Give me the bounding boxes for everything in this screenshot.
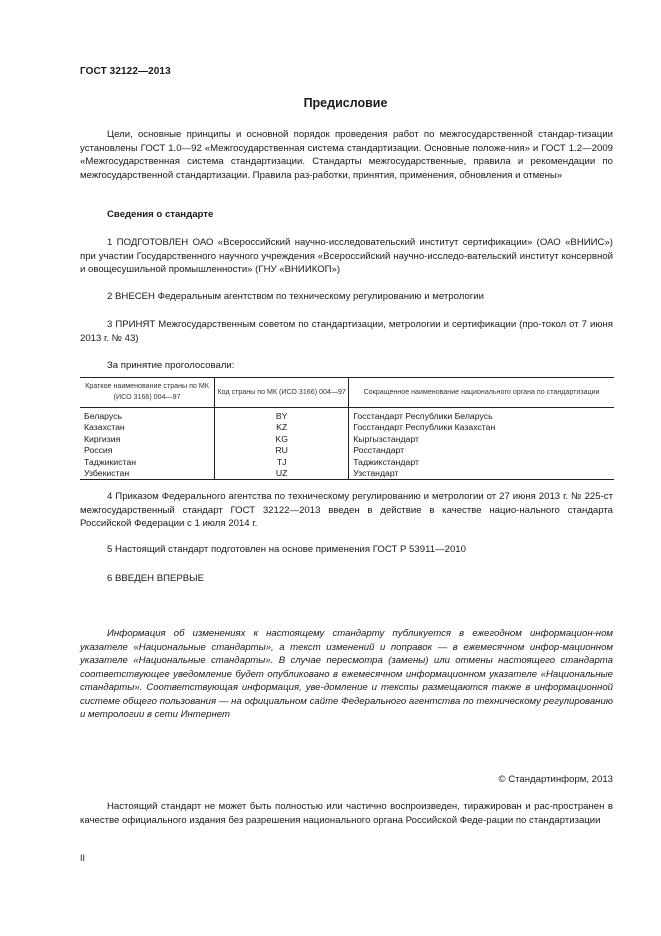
info-heading [80,208,613,222]
item-6 [80,572,613,586]
changes-notice-text: Информация об изменениях к настоящему стандарту публикуется в ежегодном информацион-ном указателе «Национальные стандарты», а текст изменений и поправок — в ежемесячном инфор-мационном указателе «Национальные стандарты». В случае пересмотра (замены) или отмены настоящего стандарта соответствующее уведомление будет опубликовано в ежемесячном информационном указателе «Национальные стандарты». Соответствующая информация, уве-домление и тексты размещаются также в информационной системе общего пользования — на официальном сайте Федерального агентства по техническому регулированию и метрологии в сети Интернет [80,628,613,720]
country-cell: Узбекистан [80,468,215,480]
document-header: ГОСТ 32122—2013 [80,66,171,77]
body-cell: Таджикстандарт [349,457,614,468]
code-cell: TJ [215,457,349,468]
country-cell: Россия [84,445,113,456]
info-heading-text: Сведения о стандарте [107,209,214,220]
body-cell: Кыргызстандарт [349,434,614,445]
body-cell: Росстандарт [349,445,614,456]
voted-label: За принятие проголосовали: [107,360,235,371]
voting-table [80,377,614,480]
item-2 [80,290,613,304]
table-row [80,468,614,480]
item-5 [80,543,613,557]
code-cell: KZ [215,422,349,433]
body-cell: Узстандарт [349,468,614,480]
item-1 [80,236,613,277]
page-number: II [80,853,86,863]
code-cell: BY [215,408,349,423]
country-cell: Беларусь [84,411,122,421]
code-cell: RU [215,445,349,456]
country-cell: Таджикистан [84,456,136,467]
table-row [80,408,614,423]
table-row [80,434,614,445]
rights-notice-text: Настоящий стандарт не может быть полностью или частично воспроизведен, тиражирован и рас-пространен в качестве официального издания без разрешения национального органа Российской Феде-рации по стандартизации [80,801,613,826]
item-4-text: 4 Приказом Федерального агентства по техническому регулированию и метрологии от 27 июня 2013 г. № 225-ст межгосударственный стандарт ГОСТ 32122—2013 введен в действие в качестве нацио-нального стандарта Российской Федерации с 1 июля 2014 г. [80,491,613,529]
country-cell: Киргизия [84,433,121,444]
intro-text: Цели, основные принципы и основной порядок проведения работ по межгосударственной стандар-тизации установлены ГОСТ 1.0—92 «Межгосударственная система стандартизации. Основные положе-ния» и ГОСТ 1.2—2009 «Межгосударственная система стандартизации. Стандарты межгосударственные, правила и рекомендации по межгосударственной стандартизации. Правила раз-работки, принятия, применения, обновления и отмены» [80,129,613,181]
table-header-code: Код страны по МК (ИСО 3166) 004—97 [215,378,349,408]
copyright: © Стандартинформ, 2013 [498,774,613,785]
item-1-text: 1 ПОДГОТОВЛЕН ОАО «Всероссийский научно-исследовательский институт сертификации» (ОАО «ВНИИС») при участии Государственного научного учреждения «Всероссийский научно-исследо-вательский институт консервной и овощесушильной промышленности» (ГНУ «ВНИИКОП») [80,237,613,275]
item-5-text: 5 Настоящий стандарт подготовлен на основе применения ГОСТ Р 53911—2010 [107,544,466,555]
table-header-body: Сокращенное наименование национального органа по стандартизации [349,378,614,408]
rights-notice [80,800,613,827]
item-2-text: 2 ВНЕСЕН Федеральным агентством по техническому регулированию и метрологии [107,291,485,302]
item-6-text: 6 ВВЕДЕН ВПЕРВЫЕ [107,573,205,584]
table-row [80,445,614,456]
item-4 [80,490,613,531]
item-3-text: 3 ПРИНЯТ Межгосударственным советом по стандартизации, метрологии и сертификации (про-токол от 7 июня 2013 г. № 43) [80,319,613,344]
page-title: Предисловие [303,96,388,110]
table-row [80,422,614,433]
code-cell: KG [215,434,349,445]
body-cell: Госстандарт Республики Казахстан [349,422,614,433]
body-cell: Госстандарт Республики Беларусь [349,408,614,423]
country-cell: Казахстан [84,422,125,433]
table-header-country: Краткое наименование страны по МК (ИСО 3166) 004—97 [80,378,215,408]
item-3 [80,318,613,345]
intro-paragraph [80,128,613,182]
table-row [80,457,614,468]
table-header-row [80,378,614,408]
changes-notice [80,627,613,722]
code-cell: UZ [215,468,349,480]
